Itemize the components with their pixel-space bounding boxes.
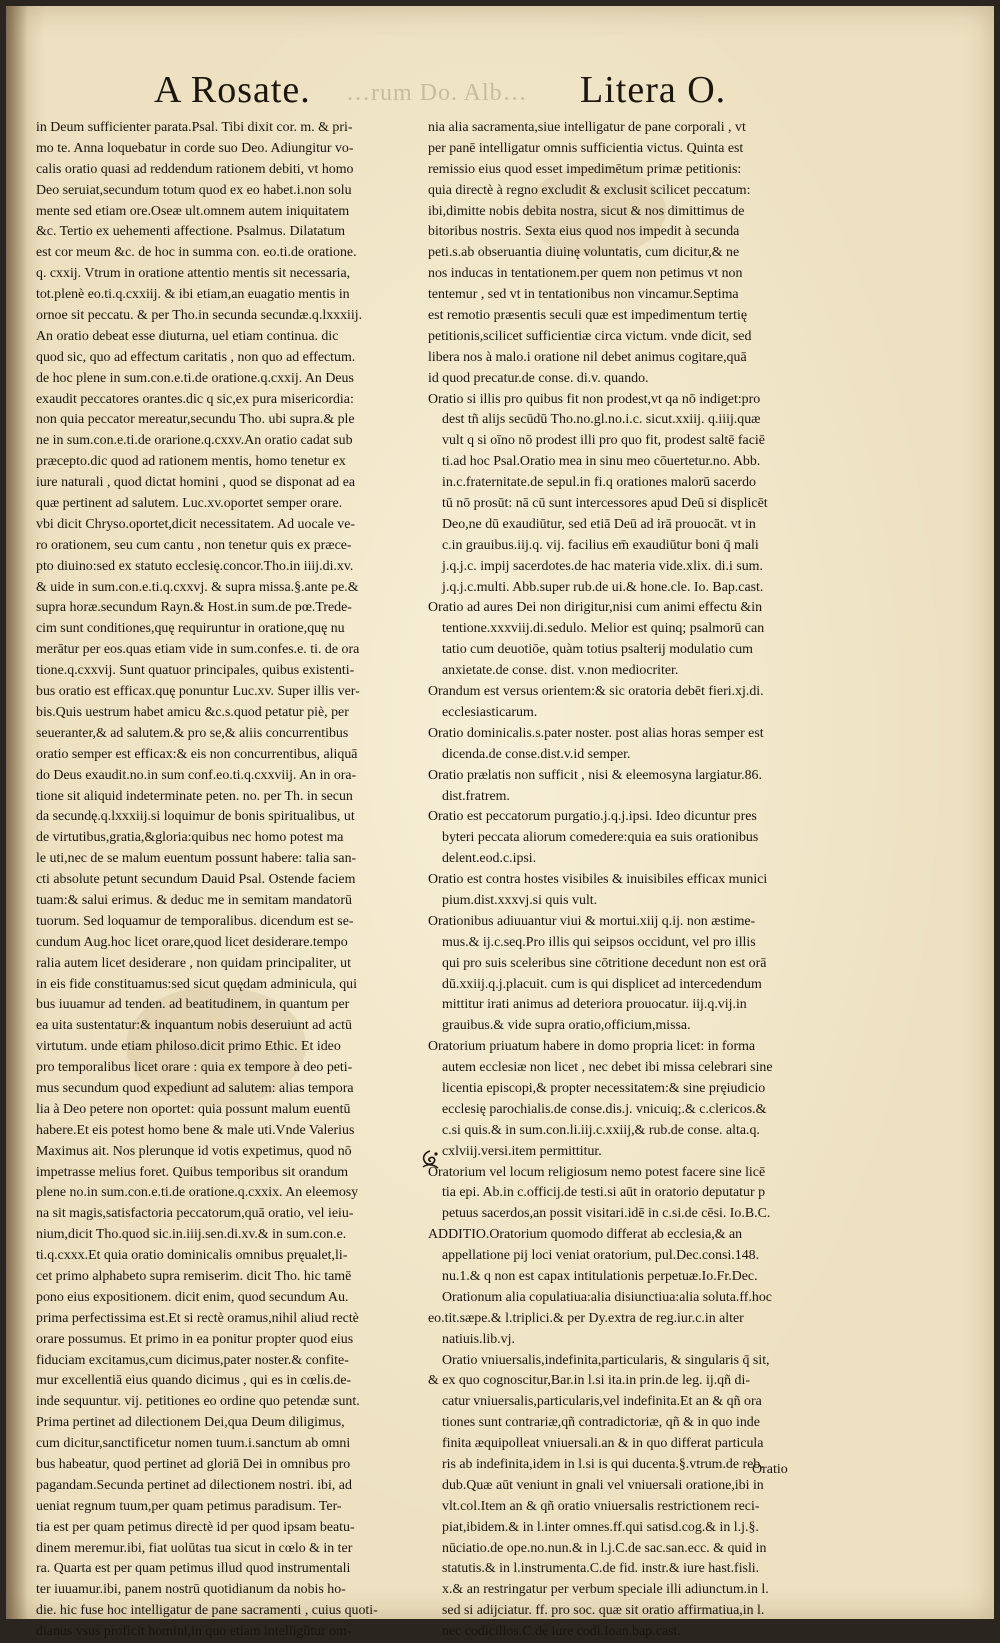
text-line: quia directè à regno excludit & exclusit scilicet peccatum:: [428, 182, 751, 198]
text-line: autem ecclesiæ non licet , nec debet ibi missa celebrari sine: [442, 1060, 773, 1076]
text-line: mente sed etiam ore.Oseæ ult.omnem autem iniquitatem: [36, 203, 350, 219]
text-line: piat,ibidem.& in l.inter omnes.ff.qui satisd.cog.& in l.j.§.: [442, 1519, 759, 1535]
text-line: mur excellentiā eius quando dicimus , qui es in cœlis.de-: [36, 1373, 352, 1389]
right-text-column: [428, 118, 838, 1643]
catchword: Oratio: [752, 1462, 788, 1477]
text-line: nu.1.& q non est capax intitulationis perpetuæ.Io.Fr.Dec.: [442, 1268, 758, 1284]
text-line: tia epi. Ab.in c.officij.de testi.si aūt in oratorio deputatur p: [442, 1185, 766, 1201]
text-line: Oratio ad aures Dei non dirigitur,nisi cum animi effectu &in: [428, 600, 763, 616]
text-line: byteri peccata aliorum comedere:quia ea suis orationibus: [442, 830, 759, 846]
text-line: fiduciam excitamus,cum dicimus,pater noster.& confite-: [36, 1352, 349, 1368]
text-line: Oratio est peccatorum purgatio.j.q.j.ipsi. Ideo dicuntur pres: [428, 809, 757, 825]
text-line: tū nō prosūt: nā cū sunt intercessores apud Deū si displicēt: [442, 496, 768, 512]
text-line: Orationum alia copulatiua:alia disiunctiua:alia soluta.ff.hoc: [442, 1289, 772, 1305]
text-line: &c. Tertio ex uehementi affectione. Psalmus. Dilatatum: [36, 224, 346, 240]
text-line: grauibus.& vide supra oratio,officium,missa.: [442, 1018, 691, 1034]
text-line: dest tñ alijs secūdū Tho.no.gl.no.i.c. sicut.xxiij. q.iiij.quæ: [442, 412, 761, 428]
text-line: id quod precatur.de conse. di.v. quando.: [428, 370, 649, 386]
text-line: tuam:& salui erimus. & deduc me in semitam mandatorū: [36, 892, 352, 908]
text-line: plene no.in sum.con.e.ti.de oratione.q.cxxix. An eleemosy: [36, 1185, 359, 1201]
running-header: [6, 64, 994, 120]
text-line: mittitur irati animus ad deteriora prouocatur. iij.q.vij.in: [442, 997, 747, 1013]
text-line: da secundę.q.lxxxiij.si loquimur de bonis spiritualibus, ut: [36, 809, 355, 825]
text-line: tia est per quam petimus directè id per quod ipsam beatu-: [36, 1519, 355, 1535]
text-line: cxlviij.versi.item permittitur.: [442, 1143, 602, 1159]
text-line: & uide in sum.con.e.ti.q.cxxvj. & supra missa.§.ante pe.&: [36, 579, 359, 595]
text-line: bus iuuamur ad tenden. ad beatitudinem, in quantum per: [36, 997, 350, 1013]
text-line: mus.& ij.c.seq.Pro illis qui seipsos occidunt, vel pro illis: [442, 934, 756, 950]
text-line: finita æquipolleat vniuersali.an & in quo differat particula: [442, 1436, 764, 1452]
text-line: Orandum est versus orientem:& sic oratoria debēt fieri.xj.di.: [428, 684, 764, 700]
text-line: merātur per eos.quas etiam vide in sum.confes.e. ti. de ora: [36, 642, 360, 658]
text-line: cum dicitur,sanctificetur nomen tuum.i.sanctum ab omni: [36, 1436, 351, 1452]
text-line: bitoribus nostris. Sexta eius quod nos impedit à secunda: [428, 224, 740, 240]
text-line: prima perfectissima est.Et si rectè oramus,nihil aliud rectè: [36, 1310, 359, 1326]
text-line: Prima pertinet ad dilectionem Dei,qua Deum diligimus,: [36, 1415, 345, 1431]
text-line: pagandam.Secunda pertinet ad dilectionem nostri. ibi, ad: [36, 1477, 352, 1493]
text-line: de hoc plene in sum.con.e.ti.de oratione.q.cxxij. An Deus: [36, 370, 354, 386]
text-line: Oratorium priuatum habere in domo propria licet: in forma: [428, 1039, 756, 1055]
text-line: nium,dicit Tho.quod sic.in.iiij.sen.di.xv.& in sum.con.e.: [36, 1227, 347, 1243]
text-line: eo.tit.sæpe.& l.triplici.& per Dy.extra de reg.iur.c.in alter: [428, 1310, 744, 1326]
text-line: c.si quis.& in sum.con.li.iij.c.xxiij,& rub.de conse. alta.q.: [442, 1122, 760, 1138]
binding-gutter-shadow: [6, 6, 28, 1619]
text-line: non quia peccator mereatur,secundu Tho. ubi supra.& ple: [36, 412, 355, 428]
text-line: ris ab indefinita,idem in l.si is qui ducenta.§.vtrum.de reb.: [442, 1457, 764, 1472]
text-line: An oratio debeat esse diuturna, uel etiam continua. dic: [36, 328, 339, 344]
text-line: licentia episcopi,& propter necessitatem:& sine pręiudicio: [442, 1080, 766, 1096]
text-line: petuus sacerdos,an possit visitari.idē in c.si.de cēsi. Io.B.C.: [442, 1206, 771, 1222]
text-line: tot.plenè eo.ti.q.cxxiij. & ibi etiam,an euagatio mentis in: [36, 287, 350, 303]
text-line: cundum Aug.hoc licet orare,quod licet desiderare.tempo: [36, 934, 348, 950]
header-left: A Rosate.: [154, 69, 311, 111]
text-line: & ex quo cognoscitur,Bar.in l.si ita.in prin.de leg. ij.qñ di-: [428, 1373, 750, 1389]
text-line: vlt.col.Item an & qñ oratio vniuersalis restrictionem reci-: [442, 1498, 760, 1514]
text-line: libera nos à malo.i oratione nil debet animus cogitare,quā: [428, 349, 747, 365]
text-line: dub.Quæ aūt veniunt in gnali vel vniuersali oratione,ibi in: [442, 1477, 764, 1493]
text-line: c.in grauibus.iij.q. vij. facilius em̄ exaudiūtur boni q̄ mali: [442, 537, 759, 553]
text-line: peti.s.ab obseruantia diuinę voluntatis, cum dicitur,& ne: [428, 245, 740, 261]
text-line: oratio semper est efficax:& eis non concurrentibus, aliquā: [36, 746, 358, 762]
text-line: ra. Quarta est per quam petimus illud quod instrumentali: [36, 1561, 351, 1577]
text-line: Oratio dominicalis.s.pater noster. post alias horas semper est: [428, 725, 764, 741]
text-line: j.q.j.c.multi. Abb.super rub.de ui.& hone.cle. Io. Bap.cast.: [442, 579, 764, 595]
text-line: sed si adijciatur. ff. pro soc. quæ sit oratio affirmatiua,in l.: [442, 1603, 765, 1619]
text-line: calis oratio quasi ad reddendum rationem debiti, vt homo: [36, 161, 354, 177]
text-line: le uti,nec de se malum euentum possunt habere: talia san-: [36, 851, 357, 867]
text-line: bus habeatur, quod pertinet ad gloriā Dei in omnibus pro: [36, 1457, 351, 1472]
text-line: ter iuuamur.ibi, panem nostrū quotidianum da nobis ho-: [36, 1582, 346, 1598]
text-line: catur vniuersalis,particularis,vel indefinita.Et an & qñ ora: [442, 1394, 762, 1410]
text-line: præcepto.dic quod ad rationem mentis, homo tenetur ex: [36, 454, 346, 470]
text-line: pro temporalibus licet orare : quia ex tempore à deo peti-: [36, 1060, 353, 1076]
text-line: vult q si oīno nō prodest illi pro quo fit, prodest saltē faciē: [442, 433, 765, 449]
text-line: statutis.& in l.instrumenta.C.de fid. instr.& iure hast.fisli.: [442, 1561, 760, 1577]
text-line: dinem meremur.ibi, fiat uolūtas tua sicut in cœlo & in ter: [36, 1540, 353, 1556]
text-line: appellatione pij loci veniat oratorium, pul.Dec.consi.148.: [442, 1248, 760, 1264]
text-line: exaudit peccatores orantes.dic q sic,ex pura misericordia:: [36, 391, 354, 407]
text-line: ro orationem, seu cum cantu , non tenetur quis ex præce-: [36, 537, 352, 553]
text-line: virtutum. unde etiam philoso.dicit primo Ethic. Et ideo: [36, 1039, 341, 1055]
text-line: ne in sum.con.e.ti.de orarione.q.cxxv.An oratio cadat sub: [36, 433, 353, 449]
text-line: petitionis,scilicet sufficientiæ circa victum. vnde dicit, sed: [428, 328, 752, 344]
text-line: delent.eod.c.ipsi.: [442, 851, 537, 867]
text-line: dist.fratrem.: [442, 788, 510, 804]
text-line: ralia autem licet desiderare , non quidam principaliter, ut: [36, 955, 351, 971]
text-line: supra horæ.secundum Rayn.& Host.in sum.de pœ.Trede-: [36, 600, 352, 616]
text-line: na sit magis,satisfactoria peccatorum,quā oratio, vel ieiu-: [36, 1206, 354, 1222]
text-line: bis.Quis uestrum habet amicu &c.s.quod petatur piè, per: [36, 704, 349, 720]
text-line: nec codicillos.C.de iure codi.Ioan.bap.cast.: [442, 1624, 681, 1640]
text-line: do Deus exaudit.no.in sum conf.eo.ti.q.cxxviij. An in ora-: [36, 767, 357, 783]
text-line: ibi,dimitte nobis debita nostra, sicut & nos dimittimus de: [428, 203, 745, 219]
text-line: Oratio est contra hostes visibiles & inuisibiles efficax munici: [428, 872, 768, 888]
text-line: seueranter,& ad salutem.& pro se,& aliis concurrentibus: [36, 725, 349, 741]
text-line: nos inducas in tentationem.per quem non petimus vt non: [428, 266, 743, 282]
text-line: tatio cum deuotiōe, quàm totius psalterij modulatio cum: [442, 642, 753, 658]
text-line: pono eius expositionem. dicit enim, quod secundum Au.: [36, 1289, 349, 1305]
text-line: tentione.xxxviij.di.sedulo. Melior est quinq; psalmorū can: [442, 621, 765, 637]
text-line: bus oratio est efficax.quę ponuntur Luc.xv. Super illis ver-: [36, 684, 360, 700]
text-line: tentemur , sed vt in tentationibus non vincamur.Septima: [428, 287, 739, 303]
text-line: Maximus ait. Nos plerunque id votis expetimus, quod nō: [36, 1143, 352, 1159]
text-line: in eis fide constituamus:sed sicut quędam adminicula, qui: [36, 976, 357, 992]
text-line: dianus vsus proficit homini,in quo etiam intelligūtur om-: [36, 1624, 352, 1640]
left-text-column: [36, 118, 412, 1643]
text-line: quæ pertinent ad salutem. Luc.xv.oportet semper orare.: [36, 496, 343, 512]
text-line: ti.q.cxxx.Et quia oratio dominicalis omnibus pręualet,li-: [36, 1248, 348, 1264]
text-line: impetrasse melius foret. Quibus temporibus sit orandum: [36, 1164, 349, 1180]
text-line: Oratio vniuersalis,indefinita,particularis, & singularis q̄ sit,: [442, 1352, 770, 1368]
text-line: ecclesię parochialis.de conse.dis.j. vnicuiq;.& c.clericos.&: [442, 1101, 767, 1117]
text-line: ornoe sit peccatu. & per Tho.in secunda secundæ.q.lxxxiij.: [36, 308, 363, 324]
text-line: iure naturali , quod dictat homini , quod se disponat ad ea: [36, 475, 356, 491]
text-line: orare possumus. Et primo in ea ponitur propter quod eius: [36, 1331, 354, 1347]
text-line: lia à Deo petere non oportet: quia possunt malum euentū: [36, 1101, 351, 1117]
text-line: die. hic fuse hoc intelligatur de pane sacramenti , cuius quoti-: [36, 1603, 378, 1619]
text-line: mus secundum quod expediunt ad salutem: alias tempora: [36, 1080, 354, 1096]
text-line: remissio eius quod esset impedimētum primæ petitionis:: [428, 161, 742, 177]
text-line: anxietate.de conse. dist. v.non mediocriter.: [442, 663, 679, 679]
text-line: in Deum sufficienter parata.Psal. Tibi dixit cor. m. & pri-: [36, 120, 353, 135]
text-line: ea uita sustentatur:& inquantum nobis deseruiunt ad actū: [36, 1018, 352, 1034]
text-line: natiuis.lib.vj.: [442, 1331, 515, 1347]
text-line: q. cxxij. Vtrum in oratione attentio mentis sit necessaria,: [36, 266, 351, 282]
text-line: tuorum. Sed loquamur de temporalibus. dicendum est se-: [36, 913, 354, 929]
text-line: cti absolute petunt secundum Dauid Psal. Ostende faciem: [36, 872, 356, 888]
text-line: tiones sunt contrariæ,qñ contradictoriæ, qñ & in quo inde: [442, 1415, 760, 1431]
text-line: est remotio præsentis seculi quæ est impedimentum tertię: [428, 308, 748, 324]
text-line: dicenda.de conse.dist.v.id semper.: [442, 746, 631, 762]
text-line: pto diuino:sed ex statuto ecclesię.concor.Tho.in iiij.di.xv.: [36, 558, 354, 574]
text-line: per panē intelligatur omnis sufficientia victus. Quinta est: [428, 140, 744, 156]
text-line: Oratorium vel locum religiosum nemo potest facere sine licē: [428, 1164, 766, 1180]
text-line: cim sunt conditiones,quę requiruntur in oratione,quę nu: [36, 621, 345, 637]
header-right: Litera O.: [580, 69, 727, 111]
text-line: ecclesiasticarum.: [442, 704, 538, 720]
text-line: dū.xxiij.q.j.placuit. cum is qui displicet ad intercedendum: [442, 976, 762, 992]
text-line: nūciatio.de ope.no.nun.& in l.j.C.de sac.san.ecc. & quid in: [442, 1540, 767, 1556]
text-line: de virtutibus,gratia,&gloria:quibus nec homo potest ma: [36, 830, 344, 846]
text-line: mo te. Anna loquebatur in corde suo Deo. Adiungitur vo-: [36, 140, 354, 156]
text-line: qui pro suis sceleribus sine cōtritione decedunt non est orā: [442, 955, 767, 971]
header-bleedthrough: …rum Do. Alb…: [346, 80, 528, 106]
text-line: in.c.fraternitate.de sepul.in fi.q orationes malorū sacerdo: [442, 475, 756, 491]
text-line: Oratio prælatis non sufficit , nisi & eleemosyna largiatur.86.: [428, 767, 762, 783]
text-line: x.& an restringatur per verbum speciale illi adiunctum.in l.: [442, 1582, 769, 1598]
text-line: j.q.j.c. impij sacerdotes.de hac materia vide.xlix. di.i sum.: [442, 558, 763, 574]
text-line: cet primo alphabeto supra remiserim. dicit Tho. hic tamē: [36, 1268, 352, 1284]
text-line: Deo seruiat,secundum totum quod ex eo habet.i.non solu: [36, 182, 352, 198]
text-line: vbi dicit Chryso.oportet,dicit necessitatem. Ad uocale ve-: [36, 516, 356, 532]
text-line: Oratio si illis pro quibus fit non prodest,vt qa nō indiget:pro: [428, 391, 761, 407]
text-line: Deo,ne dū exaudiūtur, sed etiā Deū ad irā prouocāt. vt in: [442, 516, 756, 532]
text-line: tione sit aliquid indeterminate peten. no. per Th. in secun: [36, 788, 353, 804]
text-line: ti.ad hoc Psal.Oratio mea in sinu meo cōuertetur.no. Abb.: [442, 454, 761, 470]
fleuron-icon: [419, 1149, 441, 1171]
book-page: [6, 6, 994, 1640]
text-line: inde sequuntur. vij. petitiones eo ordine quo petendæ sunt.: [36, 1394, 360, 1410]
text-line: pium.dist.xxxvj.si quis vult.: [442, 892, 598, 908]
text-line: habere.Et eis potest homo bene & male uti.Vnde Valerius: [36, 1122, 355, 1138]
text-line: ueniat regnum tuum,per quam petimus paradisum. Ter-: [36, 1498, 342, 1514]
text-line: est cor meum &c. de hoc in summa con. eo.ti.de oratione.: [36, 245, 357, 261]
text-line: quod sic, quo ad effectum caritatis , non quo ad effectum.: [36, 349, 356, 365]
text-line: tione.q.cxxvij. Sunt quatuor principales, quibus existenti-: [36, 663, 355, 679]
text-line: nia alia sacramenta,siue intelligatur de pane corporali , vt: [428, 120, 746, 135]
text-line: ADDITIO.Oratorium quomodo differat ab ecclesia,& an: [428, 1227, 743, 1243]
text-line: Orationibus adiuuantur viui & mortui.xiij q.ij. non æstime-: [428, 913, 756, 929]
